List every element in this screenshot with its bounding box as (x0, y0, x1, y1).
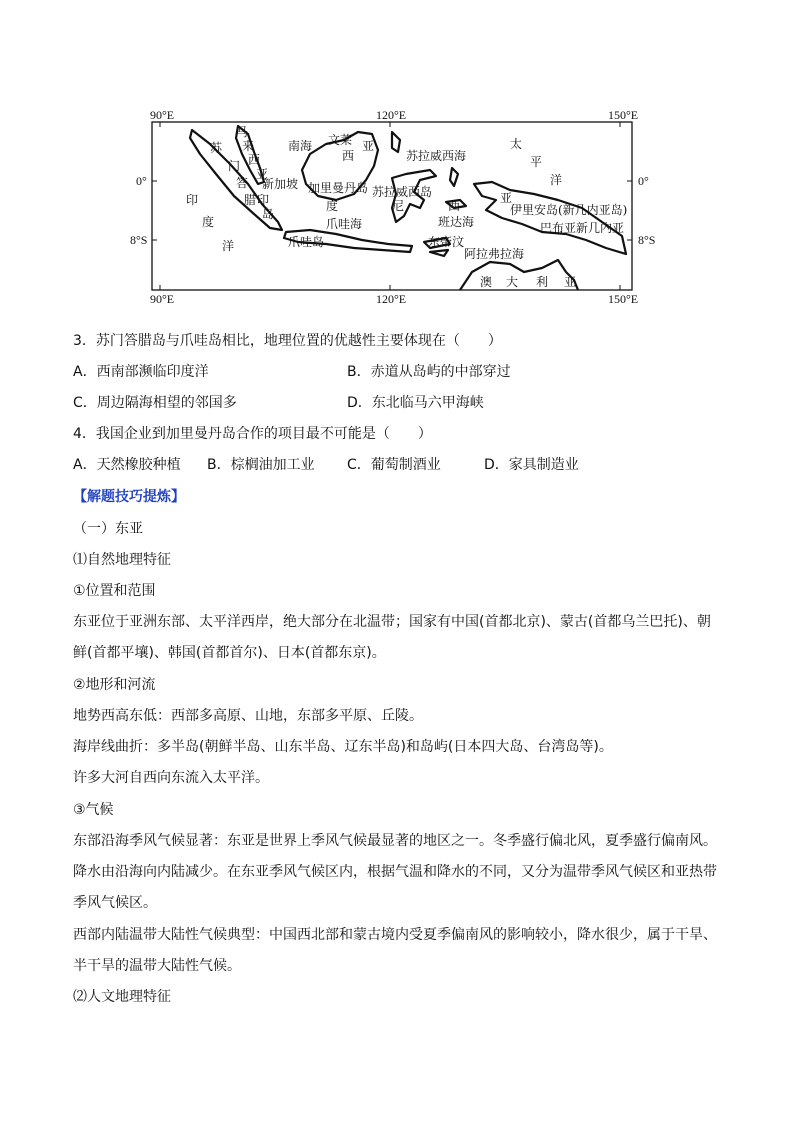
label-xi: 西 (248, 153, 261, 167)
para-7: 许多大河自西向东流入太平洋。 (73, 770, 269, 786)
map-svg (130, 104, 660, 309)
coord-left-8s: 8°S (130, 233, 148, 247)
label-xi3: 西 (448, 199, 461, 213)
subheading-human: ⑵人文地理特征 (73, 989, 171, 1005)
label-du: 度 (202, 215, 215, 229)
para-12: 西部内陆温带大陆性气候典型：中国西北部和蒙古境内受夏季偏南风的影响较小，降水很少，属于干旱、 (73, 927, 717, 943)
para-10: 降水由沿海向内陆减少。在东亚季风气候区内，根据气温和降水的不同，又分为温带季风气候区和亚热带 (73, 864, 717, 880)
label-da2: 大 (506, 275, 519, 289)
para-9: 东部沿海季风气候显著：东亚是世界上季风气候最显著的地区之一。冬季盛行偏北风，夏季盛行偏南风。 (73, 833, 717, 849)
label-yang: 洋 (550, 173, 563, 187)
label-ya4: 亚 (564, 275, 577, 289)
halmahera-outline (450, 168, 458, 186)
coord-right-0: 0° (638, 174, 649, 188)
coord-top-90: 90°E (150, 108, 175, 122)
label-da: 答 (236, 176, 249, 190)
label-ping: 平 (530, 155, 543, 169)
section-heading: 【解题技巧提炼】 (73, 489, 185, 505)
label-ma: 马 (236, 125, 249, 139)
label-wenlai: 文莱 (328, 133, 353, 147)
para-6: 海岸线曲折：多半岛(朝鲜半岛、山东半岛、辽东半岛)和岛屿(日本四大岛、台湾岛等)。 (73, 739, 613, 755)
para-1: ①位置和范围 (73, 583, 156, 599)
q3-option-d: D．东北临马六甲海峡 (347, 395, 484, 411)
label-men: 门 (228, 159, 241, 173)
label-du2: 度 (326, 199, 339, 213)
q3-option-a: A．西南部濒临印度洋 (73, 364, 209, 380)
coord-bottom-90: 90°E (150, 292, 175, 306)
label-yang2: 洋 (222, 239, 235, 253)
coord-top-150: 150°E (608, 108, 639, 122)
southeast-asia-map (130, 104, 660, 309)
label-sulawesidao: 苏拉威西岛 (372, 185, 433, 199)
label-alafulahai: 阿拉弗拉海 (464, 247, 525, 261)
label-lai: 来 (242, 139, 255, 153)
coord-right-8s: 8°S (638, 233, 656, 247)
label-xi2: 西 (342, 149, 355, 163)
label-la: 腊 (244, 193, 257, 207)
subheading-natural: ⑴自然地理特征 (73, 552, 171, 568)
australia-outline (460, 260, 578, 290)
label-yin1: 印 (257, 193, 270, 207)
label-tai: 太 (510, 137, 523, 151)
subheading-east-asia: （一）东亚 (73, 521, 143, 537)
label-nanhai: 南海 (288, 139, 313, 153)
coord-bottom-120: 120°E (376, 292, 407, 306)
label-ya2: 亚 (362, 139, 375, 153)
label-ya: 亚 (256, 167, 269, 181)
label-su: 苏 (210, 141, 223, 155)
para-2: 东亚位于亚洲东部、太平洋西岸，绝大部分在北温带；国家有中国(首都北京)、蒙古(首都乌兰巴托)、朝 (73, 614, 711, 630)
label-dao: 岛 (262, 207, 275, 221)
coord-top-120: 120°E (376, 108, 407, 122)
q4-option-a: A．天然橡胶种植 (73, 457, 181, 473)
label-ya3: 亚 (500, 191, 513, 205)
para-3: 鲜(首都平壤)、韩国(首都首尔)、日本(首都东京)。 (73, 645, 386, 661)
philippines-outline (392, 132, 400, 152)
q3-option-b: B．赤道从岛屿的中部穿过 (347, 364, 511, 380)
label-dongdiwen: 东帝汶 (428, 235, 465, 249)
q3-stem: 3．苏门答腊岛与爪哇岛相比，地理位置的优越性主要体现在（ ） (73, 333, 502, 349)
label-li: 利 (536, 275, 549, 289)
label-yilian: 伊里安岛(新几内亚岛) (510, 203, 628, 217)
para-11: 季风气候区。 (73, 895, 157, 911)
label-ni: 尼 (392, 199, 405, 213)
label-bandahai: 班达海 (438, 215, 475, 229)
label-yin: 印 (186, 193, 199, 207)
label-ao: 澳 (480, 275, 493, 289)
label-zhaowadao: 爪哇岛 (288, 235, 325, 249)
para-8: ③气候 (73, 802, 114, 818)
para-4: ②地形和河流 (73, 677, 156, 693)
label-jialimandan: 加里曼丹岛 (308, 181, 369, 195)
label-sulawesihai: 苏拉威西海 (406, 149, 467, 163)
q4-option-c: C．葡萄制酒业 (347, 457, 441, 473)
q4-option-d: D．家具制造业 (484, 457, 579, 473)
islet-outline (430, 250, 448, 256)
coord-bottom-150: 150°E (608, 292, 639, 306)
coord-left-0: 0° (136, 174, 147, 188)
q3-option-c: C．周边隔海相望的邻国多 (73, 395, 237, 411)
para-5: 地势西高东低：西部多高原、山地，东部多平原、丘陵。 (73, 708, 423, 724)
para-13: 半干旱的温带大陆性气候。 (73, 958, 241, 974)
label-zhaowahai: 爪哇海 (326, 217, 363, 231)
q4-option-b: B．棕榈油加工业 (207, 457, 315, 473)
q4-stem: 4．我国企业到加里曼丹岛合作的项目最不可能是（ ） (73, 426, 432, 442)
label-xinjiapo: 新加坡 (262, 177, 299, 191)
new-guinea-outline (474, 182, 626, 254)
label-babuya: 巴布亚新几内亚 (540, 221, 625, 235)
